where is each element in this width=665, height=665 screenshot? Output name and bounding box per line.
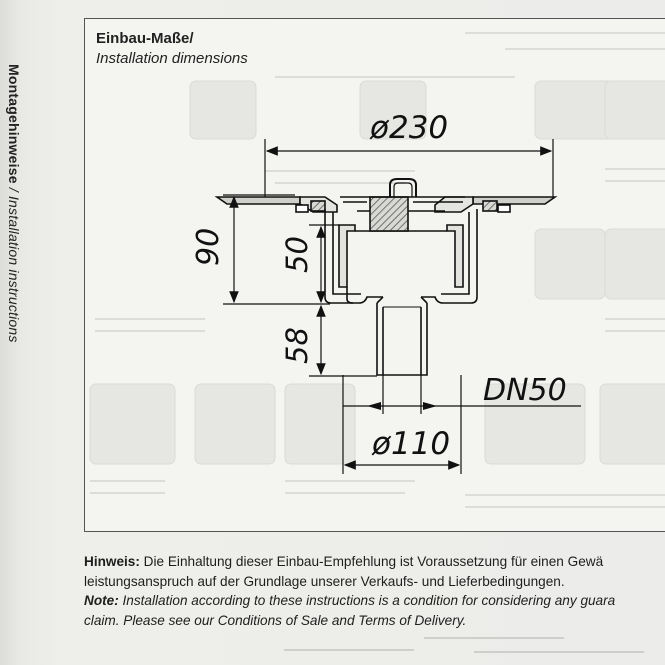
note-german	[84, 552, 664, 572]
note-english-label: Note:	[84, 593, 119, 608]
taper-left	[347, 287, 353, 303]
flange-left	[217, 197, 300, 204]
trap-cup-left	[339, 225, 355, 287]
installation-dimensions-box	[84, 18, 665, 532]
central-stem	[370, 197, 408, 231]
label-upper-height: 50	[280, 236, 314, 273]
note-german-label: Hinweis:	[84, 554, 140, 569]
clamp-right	[483, 201, 497, 211]
reverse-page-bleed	[84, 632, 664, 662]
side-label-german: Montagehinweise	[6, 64, 22, 184]
drain-body	[217, 179, 555, 375]
side-section-label	[6, 64, 22, 343]
clamp-left	[311, 201, 325, 211]
side-label-separator: /	[6, 183, 22, 196]
label-lower-height: 58	[280, 327, 314, 364]
label-nominal-size: DN50	[483, 373, 567, 408]
note-german-cont: leistungsanspruch auf der Grundlage unserer Verkaufs- und Lieferbedingungen.	[84, 573, 565, 589]
box-title-german: Einbau-Maße/	[96, 30, 194, 47]
note-english-line1: Installation according to these instructions is a condition for considering any guara	[118, 593, 616, 608]
label-bottom-diameter: ø110	[372, 426, 451, 462]
note-english	[84, 591, 664, 611]
box-title-english: Installation dimensions	[96, 50, 248, 67]
note-english-cont: claim. Please see our Conditions of Sale and Terms of Delivery.	[84, 612, 467, 628]
side-label-english: Installation instructions	[6, 195, 22, 343]
installation-note	[84, 552, 664, 630]
note-german-line1: Die Einhaltung dieser Einbau-Empfehlung ist Voraussetzung für einen Gewä	[139, 554, 604, 569]
drain-cross-section-drawing	[85, 19, 665, 531]
label-total-height: 90	[191, 227, 226, 266]
trap-cup-right	[447, 225, 463, 287]
label-top-diameter: ø230	[370, 110, 449, 146]
outlet-pipe-right	[421, 303, 427, 375]
outlet-pipe-left	[377, 303, 383, 375]
